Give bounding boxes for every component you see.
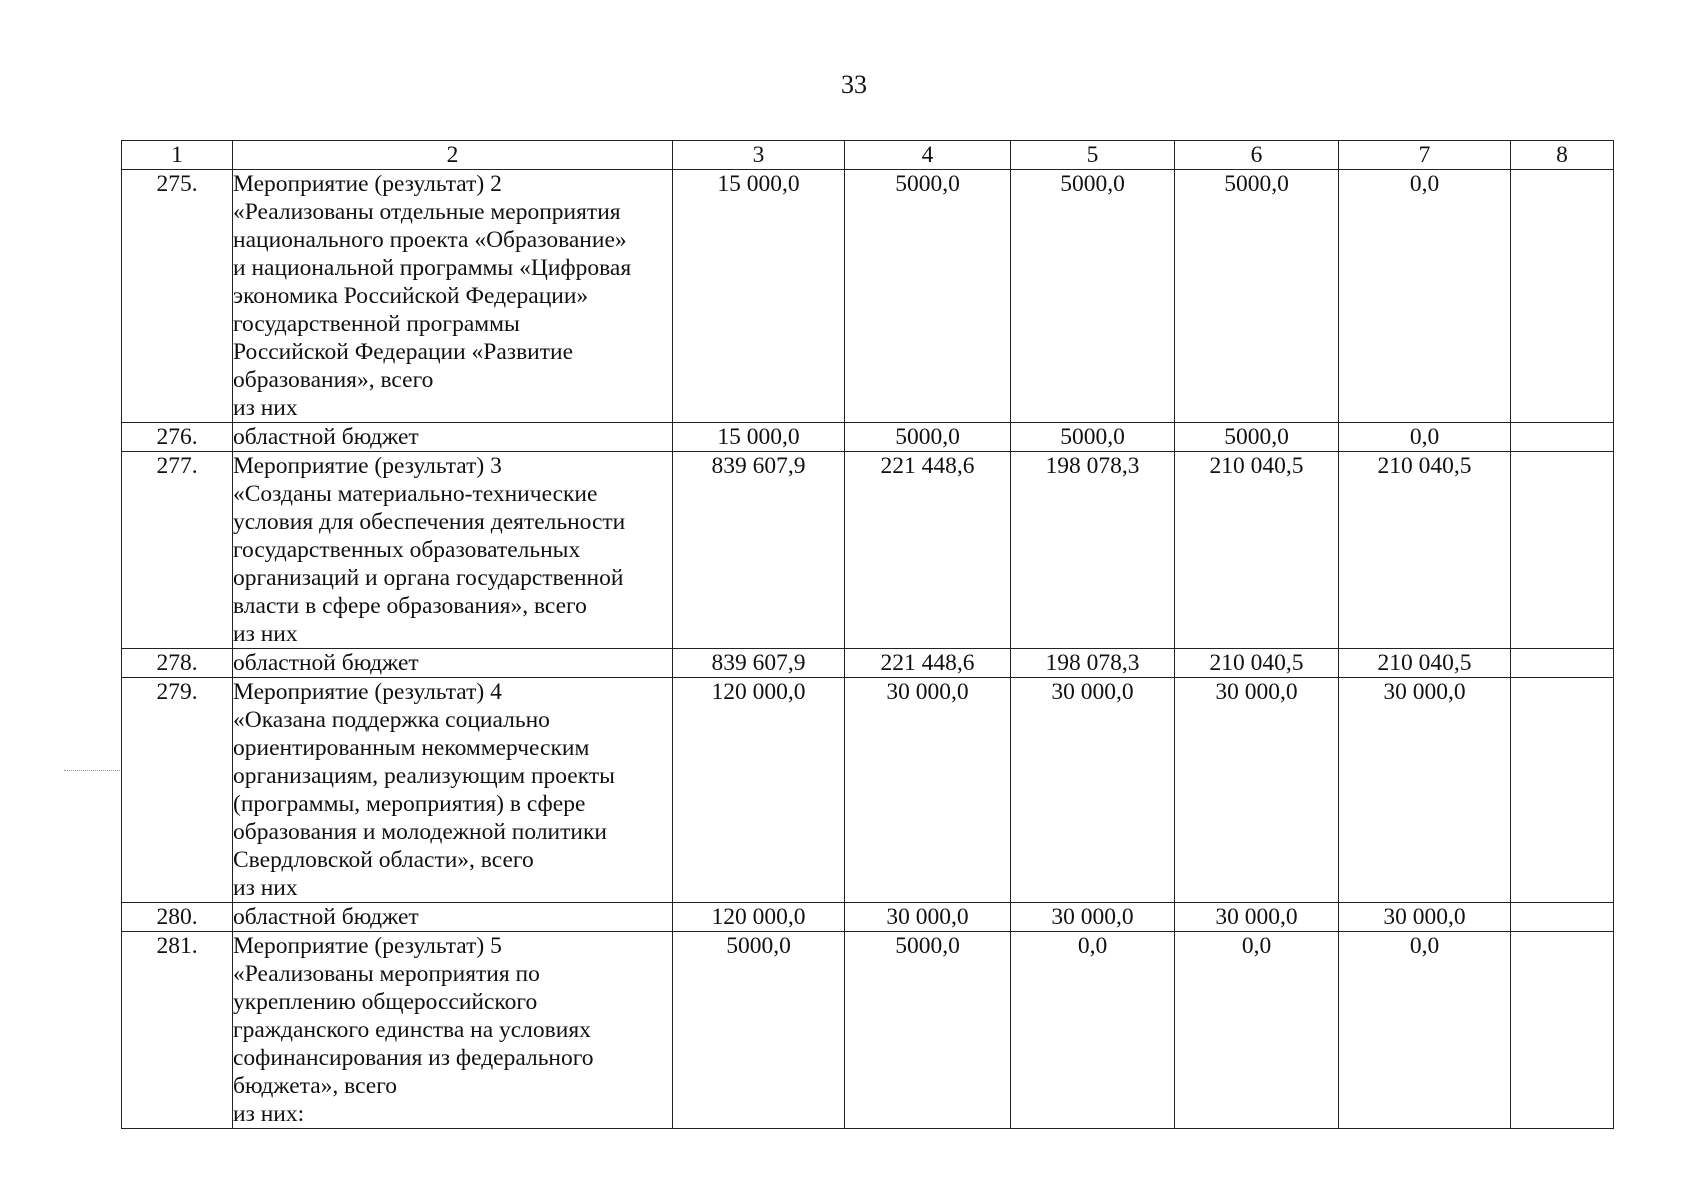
value-col-6: 5000,0 xyxy=(1175,423,1339,452)
value-col-8 xyxy=(1511,452,1614,649)
description-line: экономика Российской Федерации» xyxy=(233,283,589,309)
value-col-6: 210 040,5 xyxy=(1175,649,1339,678)
description-line: Мероприятие (результат) 5 xyxy=(233,933,502,959)
description-line: гражданского единства на условиях xyxy=(233,1017,591,1043)
description-line: образования», всего xyxy=(233,367,434,393)
value-col-6: 30 000,0 xyxy=(1175,903,1339,932)
value-col-3: 5000,0 xyxy=(673,932,845,1129)
description-line: Мероприятие (результат) 4 xyxy=(233,679,502,705)
row-description xyxy=(233,452,673,649)
description-line: государственной программы xyxy=(233,311,520,337)
row-number: 279. xyxy=(122,678,233,903)
description-line: областной бюджет xyxy=(233,904,419,930)
description-line: «Созданы материально-технические xyxy=(233,481,598,507)
description-line: государственных образовательных xyxy=(233,537,581,563)
row-number: 276. xyxy=(122,423,233,452)
description-line: из них: xyxy=(233,1101,305,1127)
table-row xyxy=(122,678,1614,903)
description-line: и национальной программы «Цифровая xyxy=(233,255,632,281)
description-line: образования и молодежной политики xyxy=(233,819,607,845)
description-line: из них xyxy=(233,621,298,647)
value-col-3: 839 607,9 xyxy=(673,452,845,649)
description-line: «Реализованы отдельные мероприятия xyxy=(233,199,621,225)
value-col-5: 198 078,3 xyxy=(1011,452,1175,649)
description-line: власти в сфере образования», всего xyxy=(233,593,587,619)
table-row xyxy=(122,649,1614,678)
value-col-8 xyxy=(1511,649,1614,678)
budget-table xyxy=(121,140,1614,1129)
description-line: «Оказана поддержка социально xyxy=(233,707,550,733)
description-line: (программы, мероприятия) в сфере xyxy=(233,791,586,817)
value-col-4: 30 000,0 xyxy=(845,678,1011,903)
value-col-4: 221 448,6 xyxy=(845,452,1011,649)
description-line: условия для обеспечения деятельности xyxy=(233,509,626,535)
table-row xyxy=(122,903,1614,932)
table-row xyxy=(122,423,1614,452)
value-col-4: 221 448,6 xyxy=(845,649,1011,678)
row-description xyxy=(233,649,673,678)
column-header-7: 7 xyxy=(1339,141,1511,170)
description-line: областной бюджет xyxy=(233,424,419,450)
value-col-7: 210 040,5 xyxy=(1339,452,1511,649)
description-line: из них xyxy=(233,875,298,901)
value-col-3: 15 000,0 xyxy=(673,170,845,423)
value-col-4: 5000,0 xyxy=(845,423,1011,452)
value-col-5: 0,0 xyxy=(1011,932,1175,1129)
page-number: 33 xyxy=(841,70,867,99)
description-line: Свердловской области», всего xyxy=(233,847,534,873)
row-description xyxy=(233,678,673,903)
description-line: из них xyxy=(233,395,298,421)
column-header-2: 2 xyxy=(233,141,673,170)
value-col-8 xyxy=(1511,678,1614,903)
description-line: организациям, реализующим проекты xyxy=(233,763,615,789)
row-number: 280. xyxy=(122,903,233,932)
value-col-7: 0,0 xyxy=(1339,170,1511,423)
value-col-6: 0,0 xyxy=(1175,932,1339,1129)
value-col-4: 5000,0 xyxy=(845,932,1011,1129)
column-header-1: 1 xyxy=(122,141,233,170)
column-header-3: 3 xyxy=(673,141,845,170)
value-col-4: 30 000,0 xyxy=(845,903,1011,932)
value-col-5: 5000,0 xyxy=(1011,170,1175,423)
value-col-5: 30 000,0 xyxy=(1011,903,1175,932)
value-col-7: 0,0 xyxy=(1339,423,1511,452)
value-col-8 xyxy=(1511,170,1614,423)
description-line: укреплению общероссийского xyxy=(233,989,538,1015)
column-header-8: 8 xyxy=(1511,141,1614,170)
description-line: «Реализованы мероприятия по xyxy=(233,961,540,987)
value-col-5: 5000,0 xyxy=(1011,423,1175,452)
row-description xyxy=(233,932,673,1129)
description-line: организаций и органа государственной xyxy=(233,565,624,591)
value-col-7: 30 000,0 xyxy=(1339,678,1511,903)
description-line: софинансирования из федерального xyxy=(233,1045,594,1071)
row-number: 275. xyxy=(122,170,233,423)
value-col-4: 5000,0 xyxy=(845,170,1011,423)
header-row xyxy=(122,141,1614,170)
row-number: 278. xyxy=(122,649,233,678)
row-description xyxy=(233,903,673,932)
description-line: ориентированным некоммерческим xyxy=(233,735,590,761)
description-line: Мероприятие (результат) 2 xyxy=(233,171,502,197)
value-col-3: 15 000,0 xyxy=(673,423,845,452)
row-number: 281. xyxy=(122,932,233,1129)
value-col-3: 120 000,0 xyxy=(673,903,845,932)
description-line: национального проекта «Образование» xyxy=(233,227,627,253)
table-row xyxy=(122,452,1614,649)
value-col-3: 120 000,0 xyxy=(673,678,845,903)
table-row xyxy=(122,932,1614,1129)
description-line: бюджета», всего xyxy=(233,1073,398,1099)
description-line: Мероприятие (результат) 3 xyxy=(233,453,502,479)
table-row xyxy=(122,170,1614,423)
column-header-4: 4 xyxy=(845,141,1011,170)
value-col-7: 0,0 xyxy=(1339,932,1511,1129)
value-col-6: 5000,0 xyxy=(1175,170,1339,423)
value-col-8 xyxy=(1511,932,1614,1129)
value-col-6: 30 000,0 xyxy=(1175,678,1339,903)
description-line: областной бюджет xyxy=(233,650,419,676)
row-description xyxy=(233,423,673,452)
value-col-6: 210 040,5 xyxy=(1175,452,1339,649)
description-line: Российской Федерации «Развитие xyxy=(233,339,574,365)
value-col-5: 198 078,3 xyxy=(1011,649,1175,678)
value-col-7: 210 040,5 xyxy=(1339,649,1511,678)
value-col-3: 839 607,9 xyxy=(673,649,845,678)
value-col-8 xyxy=(1511,903,1614,932)
row-description xyxy=(233,170,673,423)
margin-mark xyxy=(64,770,122,771)
column-header-5: 5 xyxy=(1011,141,1175,170)
value-col-5: 30 000,0 xyxy=(1011,678,1175,903)
column-header-6: 6 xyxy=(1175,141,1339,170)
row-number: 277. xyxy=(122,452,233,649)
value-col-7: 30 000,0 xyxy=(1339,903,1511,932)
value-col-8 xyxy=(1511,423,1614,452)
